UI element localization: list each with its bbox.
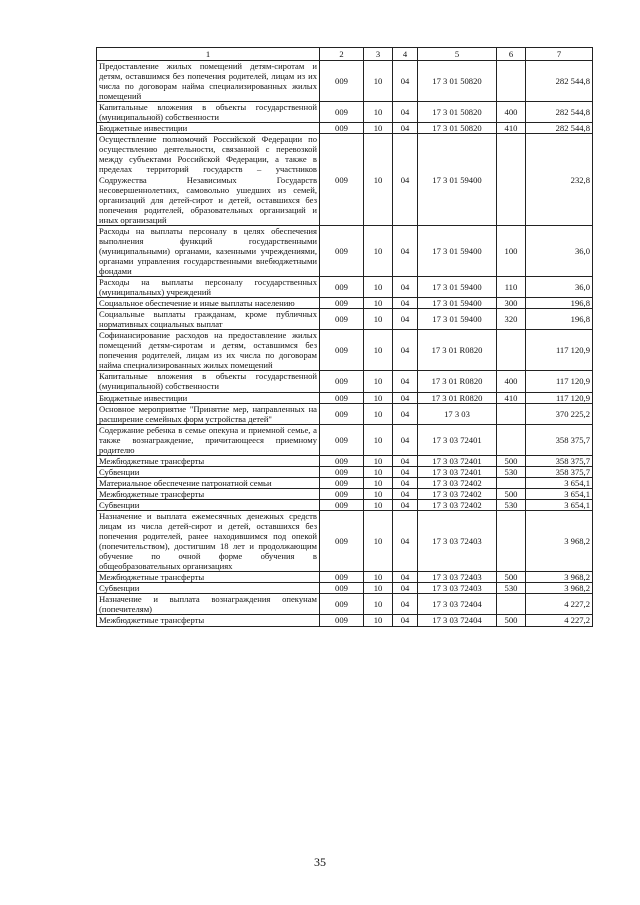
- section-cell: 10: [364, 276, 393, 297]
- target-article-cell: 17 3 03 72402: [418, 499, 497, 510]
- section-cell: 10: [364, 511, 393, 572]
- table-row: [97, 309, 593, 330]
- row-name-cell: Назначение и выплата вознаграждения опекунам (попечителям): [97, 594, 320, 615]
- row-name-cell: Осуществление полномочий Российской Федерации по осуществлению деятельности, связанной с перевозкой между субъектами Российской Федерации, а также в пределах территорий государств – участников Содружества Независимых Государств несовершеннолетних, самовольно ушедших из семей, организаций для детей-сирот и детей, оставшихся без попечения родителей, образовательных организаций и иных организаций: [97, 134, 320, 225]
- table-row: [97, 102, 593, 123]
- budget-table: [96, 47, 593, 627]
- ministry-code-cell: 009: [320, 572, 364, 583]
- ministry-code-cell: 009: [320, 615, 364, 626]
- expense-type-cell: [497, 330, 526, 371]
- target-article-cell: 17 3 01 50820: [418, 61, 497, 102]
- expense-type-cell: 410: [497, 123, 526, 134]
- amount-cell: 3 654,1: [526, 488, 593, 499]
- table-row: [97, 403, 593, 424]
- expense-type-cell: [497, 594, 526, 615]
- header-cell: 1: [97, 48, 320, 61]
- amount-cell: 3 654,1: [526, 499, 593, 510]
- subsection-cell: 04: [393, 225, 418, 276]
- section-cell: 10: [364, 455, 393, 466]
- subsection-cell: 04: [393, 583, 418, 594]
- header-cell: 3: [364, 48, 393, 61]
- section-cell: 10: [364, 225, 393, 276]
- ministry-code-cell: 009: [320, 424, 364, 455]
- section-cell: 10: [364, 134, 393, 225]
- target-article-cell: 17 3 01 59400: [418, 298, 497, 309]
- row-name-cell: Расходы на выплаты персоналу в целях обеспечения выполнения функций государственными (муниципальными) органами, казенными учреждениями, органами управления государственными внебюджетными фондами: [97, 225, 320, 276]
- subsection-cell: 04: [393, 511, 418, 572]
- ministry-code-cell: 009: [320, 511, 364, 572]
- header-cell: 2: [320, 48, 364, 61]
- section-cell: 10: [364, 123, 393, 134]
- expense-type-cell: [497, 134, 526, 225]
- expense-type-cell: [497, 477, 526, 488]
- section-cell: 10: [364, 583, 393, 594]
- target-article-cell: 17 3 03 72401: [418, 424, 497, 455]
- table-row: [97, 225, 593, 276]
- section-cell: 10: [364, 477, 393, 488]
- expense-type-cell: [497, 61, 526, 102]
- subsection-cell: 04: [393, 309, 418, 330]
- section-cell: 10: [364, 298, 393, 309]
- section-cell: 10: [364, 309, 393, 330]
- target-article-cell: 17 3 03 72402: [418, 477, 497, 488]
- expense-type-cell: 110: [497, 276, 526, 297]
- header-cell: 4: [393, 48, 418, 61]
- table-row: [97, 298, 593, 309]
- target-article-cell: 17 3 03 72401: [418, 466, 497, 477]
- amount-cell: 282 544,8: [526, 61, 593, 102]
- subsection-cell: 04: [393, 61, 418, 102]
- subsection-cell: 04: [393, 488, 418, 499]
- ministry-code-cell: 009: [320, 330, 364, 371]
- ministry-code-cell: 009: [320, 583, 364, 594]
- amount-cell: 4 227,2: [526, 594, 593, 615]
- target-article-cell: 17 3 03 72404: [418, 594, 497, 615]
- table-row: [97, 371, 593, 392]
- table-row: [97, 330, 593, 371]
- section-cell: 10: [364, 371, 393, 392]
- target-article-cell: 17 3 03 72403: [418, 511, 497, 572]
- table-row: [97, 123, 593, 134]
- ministry-code-cell: 009: [320, 61, 364, 102]
- table-row: [97, 424, 593, 455]
- expense-type-cell: 530: [497, 583, 526, 594]
- row-name-cell: Межбюджетные трансферты: [97, 455, 320, 466]
- subsection-cell: 04: [393, 330, 418, 371]
- expense-type-cell: 500: [497, 615, 526, 626]
- table-row: [97, 511, 593, 572]
- amount-cell: 282 544,8: [526, 123, 593, 134]
- ministry-code-cell: 009: [320, 499, 364, 510]
- row-name-cell: Бюджетные инвестиции: [97, 392, 320, 403]
- section-cell: 10: [364, 466, 393, 477]
- row-name-cell: Социальные выплаты гражданам, кроме публичных нормативных социальных выплат: [97, 309, 320, 330]
- row-name-cell: Субвенции: [97, 466, 320, 477]
- ministry-code-cell: 009: [320, 134, 364, 225]
- ministry-code-cell: 009: [320, 298, 364, 309]
- amount-cell: 358 375,7: [526, 466, 593, 477]
- row-name-cell: Межбюджетные трансферты: [97, 572, 320, 583]
- row-name-cell: Межбюджетные трансферты: [97, 488, 320, 499]
- ministry-code-cell: 009: [320, 392, 364, 403]
- section-cell: 10: [364, 572, 393, 583]
- table-row: [97, 594, 593, 615]
- header-cell: 7: [526, 48, 593, 61]
- amount-cell: 36,0: [526, 225, 593, 276]
- header-cell: 6: [497, 48, 526, 61]
- amount-cell: 117 120,9: [526, 330, 593, 371]
- section-cell: 10: [364, 392, 393, 403]
- subsection-cell: 04: [393, 123, 418, 134]
- expense-type-cell: 500: [497, 572, 526, 583]
- expense-type-cell: [497, 403, 526, 424]
- ministry-code-cell: 009: [320, 371, 364, 392]
- ministry-code-cell: 009: [320, 225, 364, 276]
- amount-cell: 232,8: [526, 134, 593, 225]
- ministry-code-cell: 009: [320, 309, 364, 330]
- subsection-cell: 04: [393, 594, 418, 615]
- row-name-cell: Софинансирование расходов на предоставление жилых помещений детям-сиротам и детям, оставшимся без попечения родителей, лицам из их числа по договорам найма специализированных жилых помещений: [97, 330, 320, 371]
- expense-type-cell: 300: [497, 298, 526, 309]
- row-name-cell: Назначение и выплата ежемесячных денежных средств лицам из числа детей-сирот и детей, оставшихся без попечения родителей, ранее находившимся под опекой (попечительством), достигшим 18 лет и продолжающим обучение по очной форме обучения в общеобразовательных организациях: [97, 511, 320, 572]
- row-name-cell: Расходы на выплаты персоналу государственных (муниципальных) учреждений: [97, 276, 320, 297]
- target-article-cell: 17 3 03 72401: [418, 455, 497, 466]
- amount-cell: 117 120,9: [526, 392, 593, 403]
- target-article-cell: 17 3 03 72403: [418, 583, 497, 594]
- ministry-code-cell: 009: [320, 466, 364, 477]
- target-article-cell: 17 3 01 59400: [418, 309, 497, 330]
- expense-type-cell: 500: [497, 488, 526, 499]
- ministry-code-cell: 009: [320, 488, 364, 499]
- ministry-code-cell: 009: [320, 276, 364, 297]
- ministry-code-cell: 009: [320, 403, 364, 424]
- expense-type-cell: 400: [497, 102, 526, 123]
- row-name-cell: Межбюджетные трансферты: [97, 615, 320, 626]
- expense-type-cell: 400: [497, 371, 526, 392]
- expense-type-cell: [497, 511, 526, 572]
- expense-type-cell: 530: [497, 499, 526, 510]
- target-article-cell: 17 3 01 50820: [418, 123, 497, 134]
- target-article-cell: 17 3 01 50820: [418, 102, 497, 123]
- section-cell: 10: [364, 403, 393, 424]
- target-article-cell: 17 3 01 59400: [418, 276, 497, 297]
- table-row: [97, 455, 593, 466]
- table-row: [97, 477, 593, 488]
- target-article-cell: 17 3 01 R0820: [418, 371, 497, 392]
- target-article-cell: 17 3 03 72403: [418, 572, 497, 583]
- section-cell: 10: [364, 61, 393, 102]
- subsection-cell: 04: [393, 615, 418, 626]
- expense-type-cell: [497, 424, 526, 455]
- expense-type-cell: 500: [497, 455, 526, 466]
- subsection-cell: 04: [393, 455, 418, 466]
- row-name-cell: Содержание ребенка в семье опекуна и приемной семье, а также вознаграждение, причитающееся приемному родителю: [97, 424, 320, 455]
- amount-cell: 282 544,8: [526, 102, 593, 123]
- section-cell: 10: [364, 330, 393, 371]
- subsection-cell: 04: [393, 424, 418, 455]
- subsection-cell: 04: [393, 477, 418, 488]
- ministry-code-cell: 009: [320, 477, 364, 488]
- section-cell: 10: [364, 615, 393, 626]
- subsection-cell: 04: [393, 371, 418, 392]
- subsection-cell: 04: [393, 572, 418, 583]
- ministry-code-cell: 009: [320, 455, 364, 466]
- subsection-cell: 04: [393, 102, 418, 123]
- table-row: [97, 583, 593, 594]
- row-name-cell: Предоставление жилых помещений детям-сиротам и детям, оставшимся без попечения родителей, лицам из их числа по договорам найма специализированных жилых помещений: [97, 61, 320, 102]
- header-cell: 5: [418, 48, 497, 61]
- subsection-cell: 04: [393, 298, 418, 309]
- table-body: [97, 61, 593, 627]
- amount-cell: 370 225,2: [526, 403, 593, 424]
- amount-cell: 358 375,7: [526, 455, 593, 466]
- amount-cell: 196,8: [526, 298, 593, 309]
- target-article-cell: 17 3 01 59400: [418, 134, 497, 225]
- row-name-cell: Социальное обеспечение и иные выплаты населению: [97, 298, 320, 309]
- section-cell: 10: [364, 102, 393, 123]
- amount-cell: 196,8: [526, 309, 593, 330]
- row-name-cell: Основное мероприятие "Принятие мер, направленных на расширение семейных форм устройства детей": [97, 403, 320, 424]
- expense-type-cell: 530: [497, 466, 526, 477]
- table-row: [97, 276, 593, 297]
- subsection-cell: 04: [393, 134, 418, 225]
- subsection-cell: 04: [393, 392, 418, 403]
- amount-cell: 3 654,1: [526, 477, 593, 488]
- table-row: [97, 392, 593, 403]
- expense-type-cell: 100: [497, 225, 526, 276]
- table-row: [97, 488, 593, 499]
- table-row: [97, 466, 593, 477]
- row-name-cell: Капитальные вложения в объекты государственной (муниципальной) собственности: [97, 371, 320, 392]
- row-name-cell: Субвенции: [97, 583, 320, 594]
- section-cell: 10: [364, 594, 393, 615]
- table-row: [97, 615, 593, 626]
- target-article-cell: 17 3 01 59400: [418, 225, 497, 276]
- target-article-cell: 17 3 01 R0820: [418, 392, 497, 403]
- row-name-cell: Бюджетные инвестиции: [97, 123, 320, 134]
- target-article-cell: 17 3 03 72402: [418, 488, 497, 499]
- amount-cell: 3 968,2: [526, 583, 593, 594]
- table-row: [97, 572, 593, 583]
- row-name-cell: Субвенции: [97, 499, 320, 510]
- subsection-cell: 04: [393, 466, 418, 477]
- ministry-code-cell: 009: [320, 102, 364, 123]
- subsection-cell: 04: [393, 276, 418, 297]
- amount-cell: 4 227,2: [526, 615, 593, 626]
- page-number: 35: [314, 855, 326, 869]
- expense-type-cell: 410: [497, 392, 526, 403]
- table-header-row: [97, 48, 593, 61]
- table-row: [97, 61, 593, 102]
- row-name-cell: Материальное обеспечение патронатной семьи: [97, 477, 320, 488]
- subsection-cell: 04: [393, 403, 418, 424]
- subsection-cell: 04: [393, 499, 418, 510]
- amount-cell: 36,0: [526, 276, 593, 297]
- section-cell: 10: [364, 424, 393, 455]
- ministry-code-cell: 009: [320, 594, 364, 615]
- amount-cell: 3 968,2: [526, 511, 593, 572]
- table-row: [97, 134, 593, 225]
- amount-cell: 3 968,2: [526, 572, 593, 583]
- section-cell: 10: [364, 499, 393, 510]
- target-article-cell: 17 3 01 R0820: [418, 330, 497, 371]
- amount-cell: 358 375,7: [526, 424, 593, 455]
- target-article-cell: 17 3 03 72404: [418, 615, 497, 626]
- row-name-cell: Капитальные вложения в объекты государственной (муниципальной) собственности: [97, 102, 320, 123]
- amount-cell: 117 120,9: [526, 371, 593, 392]
- target-article-cell: 17 3 03: [418, 403, 497, 424]
- table-row: [97, 499, 593, 510]
- expense-type-cell: 320: [497, 309, 526, 330]
- section-cell: 10: [364, 488, 393, 499]
- ministry-code-cell: 009: [320, 123, 364, 134]
